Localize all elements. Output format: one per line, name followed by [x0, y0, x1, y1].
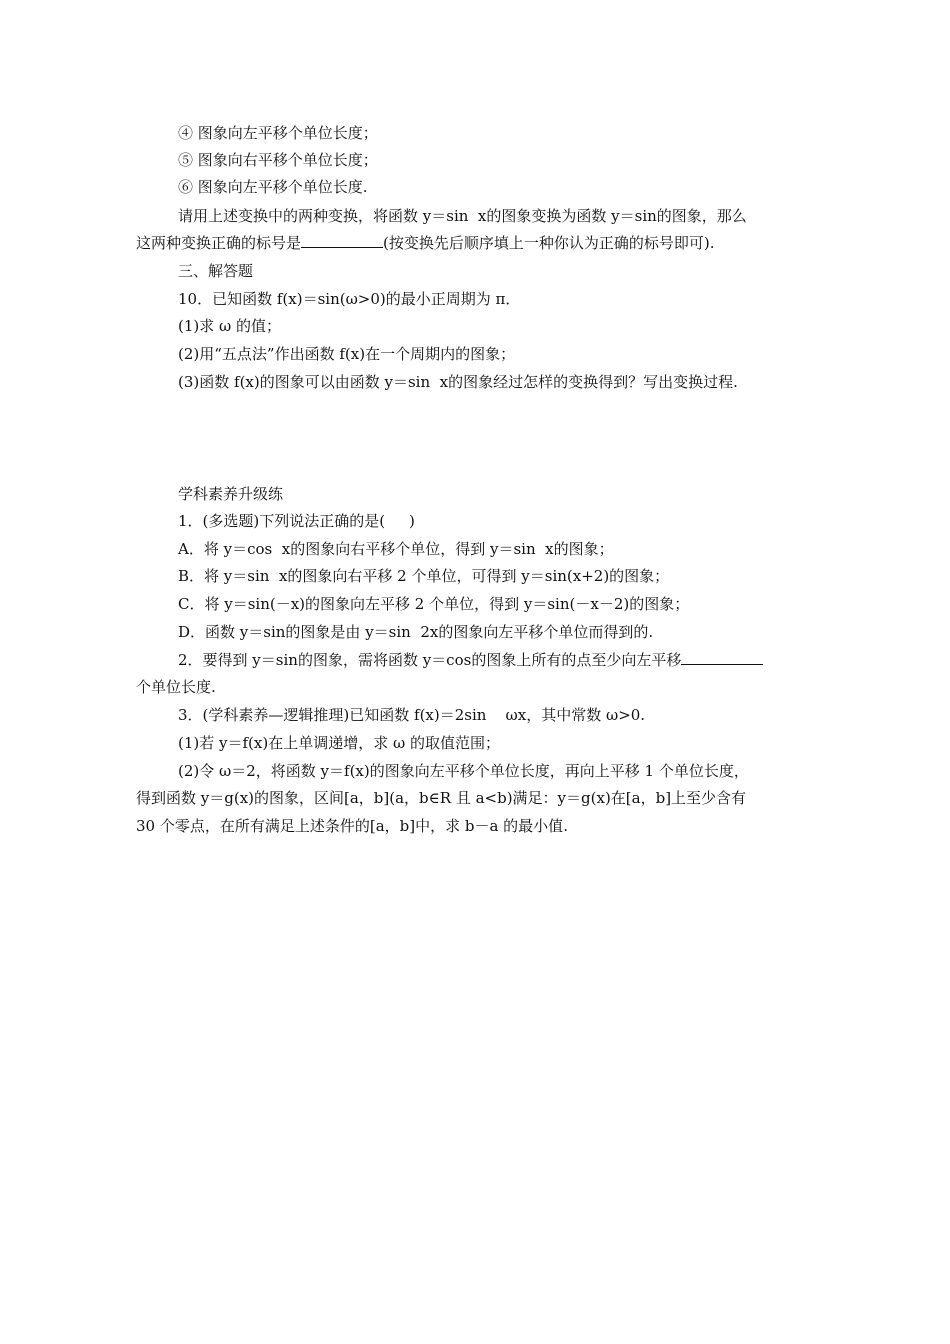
literacy-question-3: 3．(学科素养—逻辑推理)已知函数 f(x)＝2sin ωx，其中常数 ω>0. — [178, 706, 646, 724]
question-10-part-2: (2)用“五点法”作出函数 f(x)在一个周期内的图象； — [178, 345, 516, 363]
question-9-line-2 — [136, 233, 715, 253]
section-heading-literacy: 学科素养升级练 — [178, 485, 284, 503]
question-9-text-b: (按变换先后顺序填上一种你认为正确的标号即可). — [383, 234, 715, 252]
answer-blank-2 — [681, 650, 763, 665]
literacy-question-1: 1．(多选题)下列说法正确的是( ) — [178, 512, 415, 530]
question-10: 10．已知函数 f(x)＝sin(ω>0)的最小正周期为 π． — [178, 290, 521, 308]
transform-item-6: ⑥ 图象向左平移个单位长度. — [178, 178, 368, 196]
option-a: A．将 y＝cos x的图象向右平移个单位，得到 y＝sin x的图象； — [178, 540, 614, 558]
literacy-question-3-part-2-line-3: 30 个零点，在所有满足上述条件的[a，b]中，求 b－a 的最小值. — [136, 817, 568, 835]
literacy-question-3-part-1: (1)若 y＝f(x)在上单调递增，求 ω 的取值范围； — [178, 734, 500, 752]
transform-item-4: ④ 图象向左平移个单位长度； — [178, 124, 378, 142]
literacy-question-2-line-2: 个单位长度. — [136, 678, 216, 696]
literacy-question-2-line-1 — [178, 650, 763, 670]
answer-blank — [301, 233, 383, 248]
question-9-line-1: 请用上述变换中的两种变换，将函数 y＝sin x的图象变换为函数 y＝sin的图象，那么 — [178, 207, 747, 225]
transform-item-5: ⑤ 图象向右平移个单位长度； — [178, 151, 378, 169]
literacy-question-3-part-2-line-2: 得到函数 y＝g(x)的图象，区间[a，b](a，b∈R 且 a<b)满足：y＝g(x)在[a，b]上至少含有 — [136, 789, 747, 807]
option-c: C．将 y＝sin(－x)的图象向左平移 2 个单位，得到 y＝sin(－x－2)的图象； — [178, 595, 690, 613]
section-heading-3: 三、解答题 — [178, 262, 254, 280]
question-9-text-a: 这两种变换正确的标号是 — [136, 234, 302, 252]
question-10-part-3: (3)函数 f(x)的图象可以由函数 y＝sin x的图象经过怎样的变换得到？写出变换过程. — [178, 373, 738, 391]
option-d: D．函数 y＝sin的图象是由 y＝sin 2x的图象向左平移个单位而得到的. — [178, 623, 654, 641]
literacy-question-3-part-2-line-1: (2)令 ω＝2，将函数 y＝f(x)的图象向左平移个单位长度，再向上平移 1 个单位长度， — [178, 762, 749, 780]
literacy-question-2-text: 2．要得到 y＝sin的图象，需将函数 y＝cos的图象上所有的点至少向左平移 — [178, 651, 682, 669]
question-10-part-1: (1)求 ω 的值； — [178, 317, 282, 335]
option-b: B．将 y＝sin x的图象向右平移 2 个单位，可得到 y＝sin(x+2)的图象； — [178, 567, 670, 585]
